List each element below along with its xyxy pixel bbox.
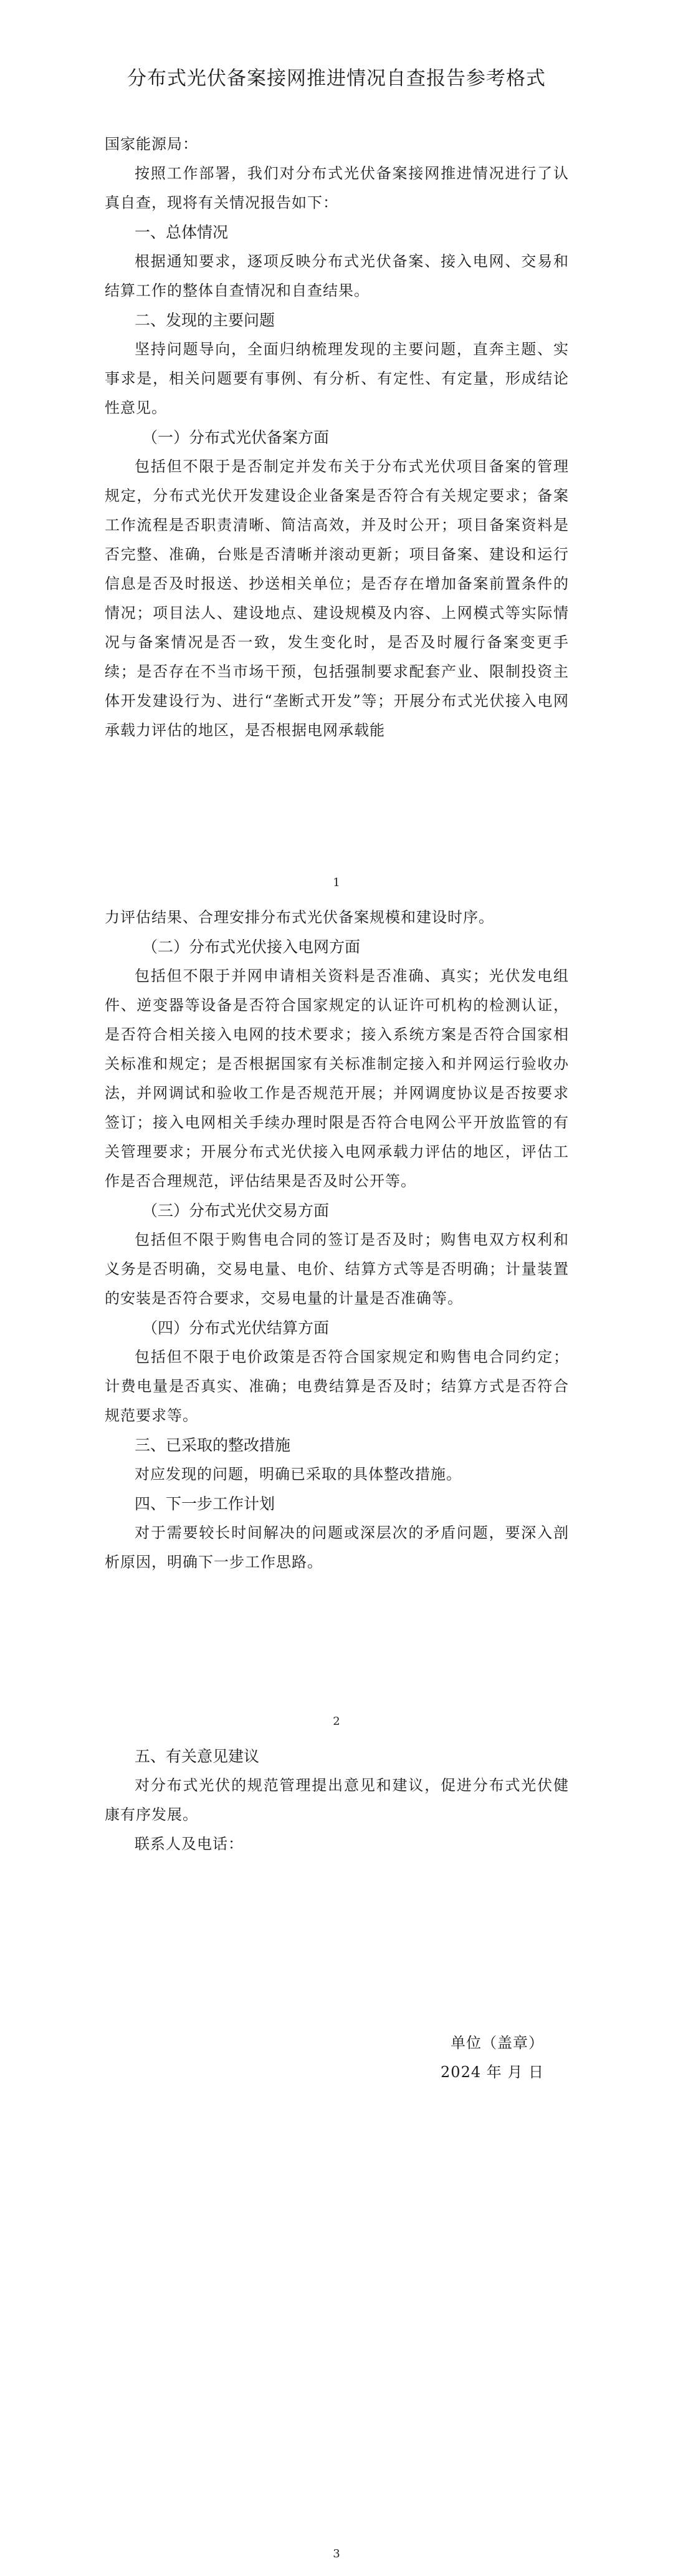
section-3-body: 对应发现的问题，明确已采取的具体整改措施。: [135, 1465, 462, 1483]
subsection-2-heading: （二）分布式光伏接入电网方面: [142, 938, 361, 956]
page-2-body: [105, 903, 569, 1577]
contact-line: 联系人及电话：: [135, 1835, 244, 1853]
page-number-1: 1: [333, 876, 340, 889]
intro-paragraph: 按照工作部署，我们对分布式光伏备案接网推进情况进行了认真自查，现将有关情况报告如下：: [105, 165, 569, 211]
section-5-body: 对分布式光伏的规范管理提出意见和建议，促进分布式光伏健康有序发展。: [105, 1777, 569, 1823]
page-number-3: 3: [333, 2547, 340, 2560]
page-2: [0, 898, 673, 1748]
section-1-heading: 一、总体情况: [135, 223, 229, 241]
page-1: [0, 0, 673, 898]
section-4-heading: 四、下一步工作计划: [135, 1495, 275, 1513]
subsection-3-body: 包括但不限于购售电合同的签订是否及时；购售电双方权利和义务是否明确，交易电量、电价、结算方式等是否明确；计量装置的安装是否符合要求，交易电量的计量是否准确等。: [105, 1231, 569, 1307]
page-3-body: [105, 1742, 569, 1859]
section-1-body: 根据通知要求，逐项反映分布式光伏备案、接入电网、交易和结算工作的整体自查情况和自查结果。: [105, 253, 569, 299]
section-5-heading: 五、有关意见建议: [135, 1747, 260, 1765]
signature-unit: 单位（盖章）: [451, 2034, 544, 2052]
signature-date: 2024 年 月 日: [441, 2063, 544, 2081]
subsection-2-body: 包括但不限于并网申请相关资料是否准确、真实；光伏发电组件、逆变器等设备是否符合国家规定的认证许可机构的检测认证，是否符合相关接入电网的技术要求；接入系统方案是否符合国家相关标准和规定；是否根据国家有关标准制定接入和并网运行验收办法，并网调试和验收工作是否规范开展；并网调度协议是否按要求签订；接入电网相关手续办理时限是否符合电网公平开放监管的有关管理要求；开展分布式光伏接入电网承载力评估的地区，评估工作是否合理规范，评估结果是否及时公开等。: [105, 967, 569, 1190]
subsection-1-body: 包括但不限于是否制定并发布关于分布式光伏项目备案的管理规定，分布式光伏开发建设企业备案是否符合有关规定要求；备案工作流程是否职责清晰、简洁高效，并及时公开；项目备案资料是否完整、准确，台账是否清晰并滚动更新；项目备案、建设和运行信息是否及时报送、抄送相关单位；是否存在增加备案前置条件的情况；项目法人、建设地点、建设规模及内容、上网模式等实际情况与备案情况是否一致，发生变化时，是否及时履行备案变更手续；是否存在不当市场干预，包括强制要求配套产业、限制投资主体开发建设行为、进行“垄断式开发”等；开展分布式光伏接入电网承载力评估的地区，是否根据电网承载能: [105, 458, 569, 739]
section-3-heading: 三、已采取的整改措施: [135, 1436, 291, 1454]
section-4-body: 对于需要较长时间解决的问题或深层次的矛盾问题，要深入剖析原因，明确下一步工作思路。: [105, 1524, 569, 1571]
signature-block: [105, 2028, 569, 2087]
subsection-3-heading: （三）分布式光伏交易方面: [142, 1202, 330, 1220]
subsection-4-body: 包括但不限于电价政策是否符合国家规定和购售电合同约定；计费电量是否真实、准确；电费结算是否及时；结算方式是否符合规范要求等。: [105, 1348, 569, 1424]
section-2-body: 坚持问题导向，全面归纳梳理发现的主要问题，直奔主题、实事求是，相关问题要有事例、有分析、有定性、有定量，形成结论性意见。: [105, 340, 569, 417]
page-1-body: [105, 130, 569, 745]
subsection-1-body-continued: 力评估结果、合理安排分布式光伏备案规模和建设时序。: [105, 909, 494, 926]
page-3: [0, 1748, 673, 2576]
document-title: 分布式光伏备案接网推进情况自查报告参考格式: [127, 67, 546, 90]
page-number-2: 2: [333, 1715, 340, 1728]
section-2-heading: 二、发现的主要问题: [135, 311, 275, 329]
salutation: 国家能源局：: [105, 135, 198, 153]
subsection-4-heading: （四）分布式光伏结算方面: [142, 1319, 330, 1337]
subsection-1-heading: （一）分布式光伏备案方面: [142, 428, 330, 446]
